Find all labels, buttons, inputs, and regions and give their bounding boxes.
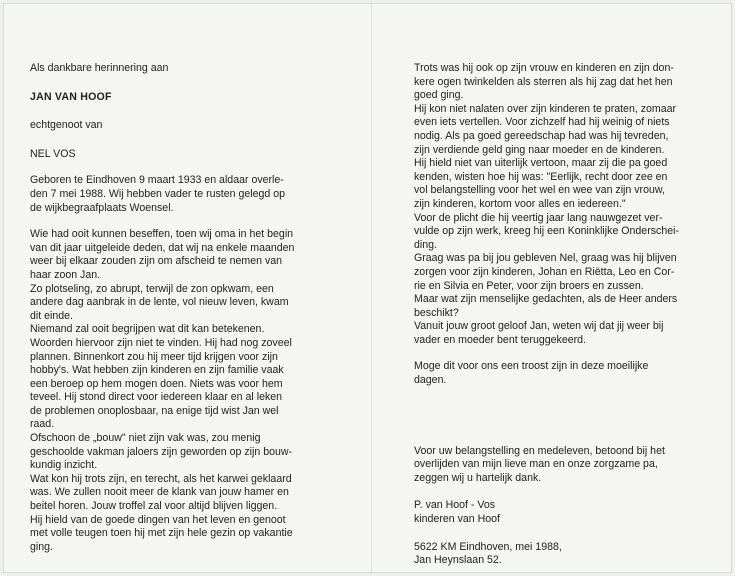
text-line: vulde op zijn werk, kreeg hij een Koninklijke Onderschei- xyxy=(414,225,679,238)
text-line: een beroep op hem mogen doen. Niets was voor hem xyxy=(30,377,283,390)
text-line: Ofschoon de „bouw" niet zijn vak was, zou menig xyxy=(30,432,261,445)
text-line: zijn verdiende geld ging naar moeder en de kinderen. xyxy=(414,143,665,156)
signers xyxy=(414,499,714,526)
text-line: even iets vertellen. Voor zichzelf had hij weinig of niets xyxy=(414,116,670,129)
left-page xyxy=(30,62,365,554)
right-page xyxy=(414,62,714,568)
thanks-paragraph xyxy=(414,445,714,486)
text-line: dagen. xyxy=(414,374,447,387)
text-line: geschoolde vakman jaloers zijn geworden op zijn bouw- xyxy=(30,445,293,458)
text-line: hobby's. Wat hebben zijn kinderen en zijn familie vaak xyxy=(30,364,284,377)
text-line: goed ging. xyxy=(414,89,464,102)
text-line: met volle teugen toen hij met zijn hele gezin op vakantie xyxy=(30,527,293,540)
text-line: kenden, wisten hoe hij was: "Eerlijk, recht door zee en xyxy=(414,170,668,183)
text-line: kere ogen twinkelden als sterren als hij zag dat het hen xyxy=(414,75,673,88)
text-line: zijn kinderen, kortom voor alles en iedereen." xyxy=(414,197,626,210)
text-line: nodig. Als pa goed gereedschap had was hij tevreden, xyxy=(414,129,669,142)
text-line: vader en moeder bent teruggekeerd. xyxy=(414,333,586,346)
tribute-text-continued xyxy=(414,62,714,347)
spouse-name: NEL VOS xyxy=(30,147,76,160)
text-line: vol belangstelling voor het wel en wee van zijn vrouw, xyxy=(414,184,665,197)
text-line: ging. xyxy=(30,540,53,553)
text-line: rie en Silvia en Peter, voor zijn broers en zussen. xyxy=(414,279,644,292)
signer-line: kinderen van Hoof xyxy=(414,513,500,526)
text-line: Geboren te Eindhoven 9 maart 1933 en aldaar overle- xyxy=(30,174,284,187)
birth-paragraph xyxy=(30,174,365,215)
text-line: was. We zullen nooit meer de klank van jouw hamer en xyxy=(30,486,289,499)
address-line: 5622 KM Eindhoven, mei 1988, xyxy=(414,540,562,553)
text-line: Niemand zal ooit begrijpen wat dit kan betekenen. xyxy=(30,323,265,336)
text-line: van dit jaar uitgeleide deden, dat wij na enkele maanden xyxy=(30,241,295,254)
text-line: Maar wat zijn menselijke gedachten, als de Heer anders xyxy=(414,293,678,306)
memorial-card xyxy=(3,3,732,573)
text-line: Wat kon hij trots zijn, en terecht, als het karwei geklaard xyxy=(30,472,292,485)
deceased-name: JAN VAN HOOF xyxy=(30,90,112,103)
text-line: de wijkbegraafplaats Woensel. xyxy=(30,201,174,214)
tribute-text xyxy=(30,228,365,554)
text-line: de problemen onoplosbaar, na enige tijd wist Jan wel xyxy=(30,404,279,417)
text-line: Wie had ooit kunnen beseffen, toen wij oma in het begin xyxy=(30,228,294,241)
text-line: Vanuit jouw groot geloof Jan, weten wij dat jij weer bij xyxy=(414,320,664,333)
text-line: beitel horen. Jouw troffel zal voor altijd blijven liggen. xyxy=(30,500,278,513)
signer-line: P. van Hoof - Vos xyxy=(414,499,496,512)
text-line: Hij hield van de goede dingen van het leven en genoot xyxy=(30,513,286,526)
text-line: Woorden hiervoor zijn niet te vinden. Hij had nog zoveel xyxy=(30,336,292,349)
text-line: zeggen wij u hartelijk dank. xyxy=(414,471,542,484)
text-line: Hij hield niet van uiterlijk vertoon, maar zij die pa goed xyxy=(414,157,668,170)
card-fold-line xyxy=(371,4,372,574)
text-line: dit einde. xyxy=(30,309,73,322)
text-line: Voor de plicht die hij veertig jaar lang nauwgezet ver- xyxy=(414,211,663,224)
intro-text: Als dankbare herinnering aan xyxy=(30,62,169,74)
text-line: zorgen voor zijn kinderen, Johan en Riëtta, Leo en Cor- xyxy=(414,265,675,278)
text-line: andere dag aanbrak in de lente, vol nieuw leven, kwam xyxy=(30,296,289,309)
text-line: beschikt? xyxy=(414,306,459,319)
text-line: ding. xyxy=(414,238,437,251)
text-line: den 7 mei 1988. Wij hebben vader te rusten gelegd op xyxy=(30,187,286,200)
text-line: raad. xyxy=(30,418,55,431)
text-line: Graag was pa bij jou gebleven Nel, graag was hij blijven xyxy=(414,252,677,265)
text-line: weer bij elkaar zouden zijn om afscheid te nemen van xyxy=(30,255,283,268)
wish-paragraph xyxy=(414,360,714,387)
address-block xyxy=(414,541,714,568)
text-line: kundig inzicht. xyxy=(30,459,98,472)
text-line: Hij kon niet nalaten over zijn kinderen te praten, zomaar xyxy=(414,102,677,115)
text-line: Voor uw belangstelling en medeleven, betoond bij het xyxy=(414,444,665,457)
text-line: haar zoon Jan. xyxy=(30,268,101,281)
text-line: Moge dit voor ons een troost zijn in deze moeilijke xyxy=(414,360,649,373)
text-line: overlijden van mijn lieve man en onze zorgzame pa, xyxy=(414,458,658,471)
relation-text: echtgenoot van xyxy=(30,119,103,132)
address-line: Jan Heynslaan 52. xyxy=(414,554,502,567)
text-line: Zo plotseling, zo abrupt, terwijl de zon opkwam, een xyxy=(30,282,274,295)
text-line: plannen. Binnenkort zou hij meer tijd krijgen voor zijn xyxy=(30,350,278,363)
text-line: teveel. Hij stond direct voor iedereen klaar en al leken xyxy=(30,391,283,404)
text-line: Trots was hij ook op zijn vrouw en kinderen en zijn don- xyxy=(414,62,674,74)
